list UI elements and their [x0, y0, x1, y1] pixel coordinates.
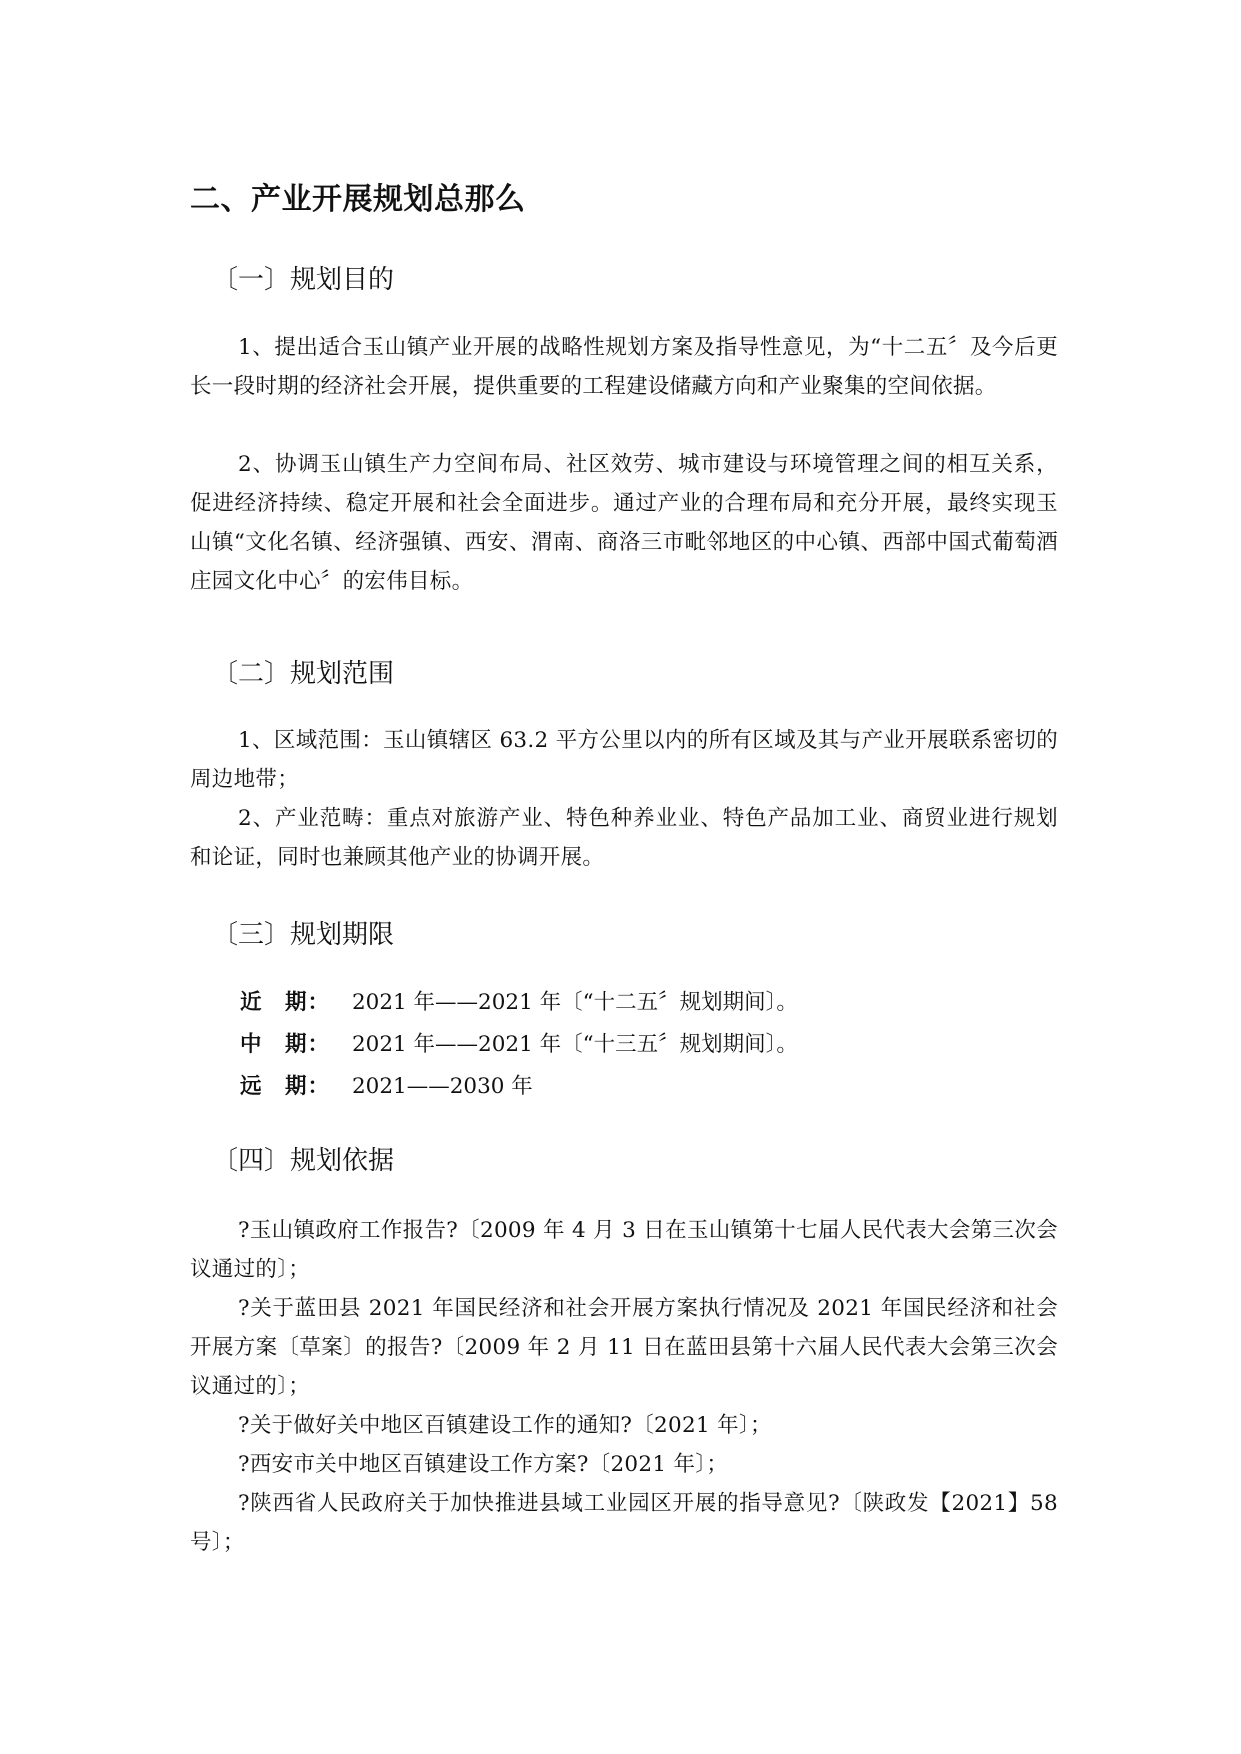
page-title: 二、产业开展规划总那么 [190, 182, 526, 217]
term-label: 近 期： [240, 990, 331, 1015]
section-heading-basis: 〔四〕规划依据 [212, 1146, 395, 1176]
section-heading-scope: 〔二〕规划范围 [212, 659, 395, 689]
paragraph: ?关于蓝田县 2021 年国民经济和社会开展方案执行情况及 2021 年国民经济和社会开展方案〔草案〕的报告?〔2009 年 2 月 11 日在蓝田县第十六届人民代表大会第三次会议通过的〕； [190, 1296, 1058, 1399]
paragraph: ?玉山镇政府工作报告?〔2009 年 4 月 3 日在玉山镇第十七届人民代表大会第三次会议通过的〕； [190, 1218, 1058, 1282]
term-value: 2021 年——2021 年〔“十三五〞规划期间〕。 [352, 1032, 798, 1057]
section-heading-purpose: 〔一〕规划目的 [212, 265, 395, 295]
paragraph: ?西安市关中地区百镇建设工作方案?〔2021 年〕； [238, 1452, 729, 1477]
term-value: 2021 年——2021 年〔“十二五〞规划期间〕。 [352, 990, 798, 1015]
term-value: 2021——2030 年 [352, 1074, 533, 1099]
paragraph: 2、产业范畴：重点对旅游产业、特色种养业业、特色产品加工业、商贸业进行规划和论证，同时也兼顾其他产业的协调开展。 [190, 806, 1058, 870]
paragraph: ?陕西省人民政府关于加快推进县域工业园区开展的指导意见?〔陕政发【2021】58 号〕； [190, 1491, 1058, 1555]
term-label: 远 期： [240, 1074, 331, 1099]
paragraph: 1、区域范围：玉山镇辖区 63.2 平方公里以内的所有区域及其与产业开展联系密切的周边地带； [190, 728, 1058, 792]
paragraph: 2、协调玉山镇生产力空间布局、社区效劳、城市建设与环境管理之间的相互关系，促进经济持续、稳定开展和社会全面进步。通过产业的合理布局和充分开展，最终实现玉山镇“文化名镇、经济强镇、西安、渭南、商洛三市毗邻地区的中心镇、西部中国式葡萄酒庄园文化中心〞的宏伟目标。 [190, 452, 1058, 594]
term-row-far [240, 1072, 533, 1102]
term-row-near [240, 988, 798, 1018]
section-heading-period: 〔三〕规划期限 [212, 920, 395, 950]
term-row-mid [240, 1030, 798, 1060]
term-label: 中 期： [240, 1032, 331, 1057]
paragraph: 1、提出适合玉山镇产业开展的战略性规划方案及指导性意见，为“十二五〞及今后更长一段时期的经济社会开展，提供重要的工程建设储藏方向和产业聚集的空间依据。 [190, 335, 1058, 399]
paragraph: ?关于做好关中地区百镇建设工作的通知?〔2021 年〕； [238, 1413, 772, 1438]
